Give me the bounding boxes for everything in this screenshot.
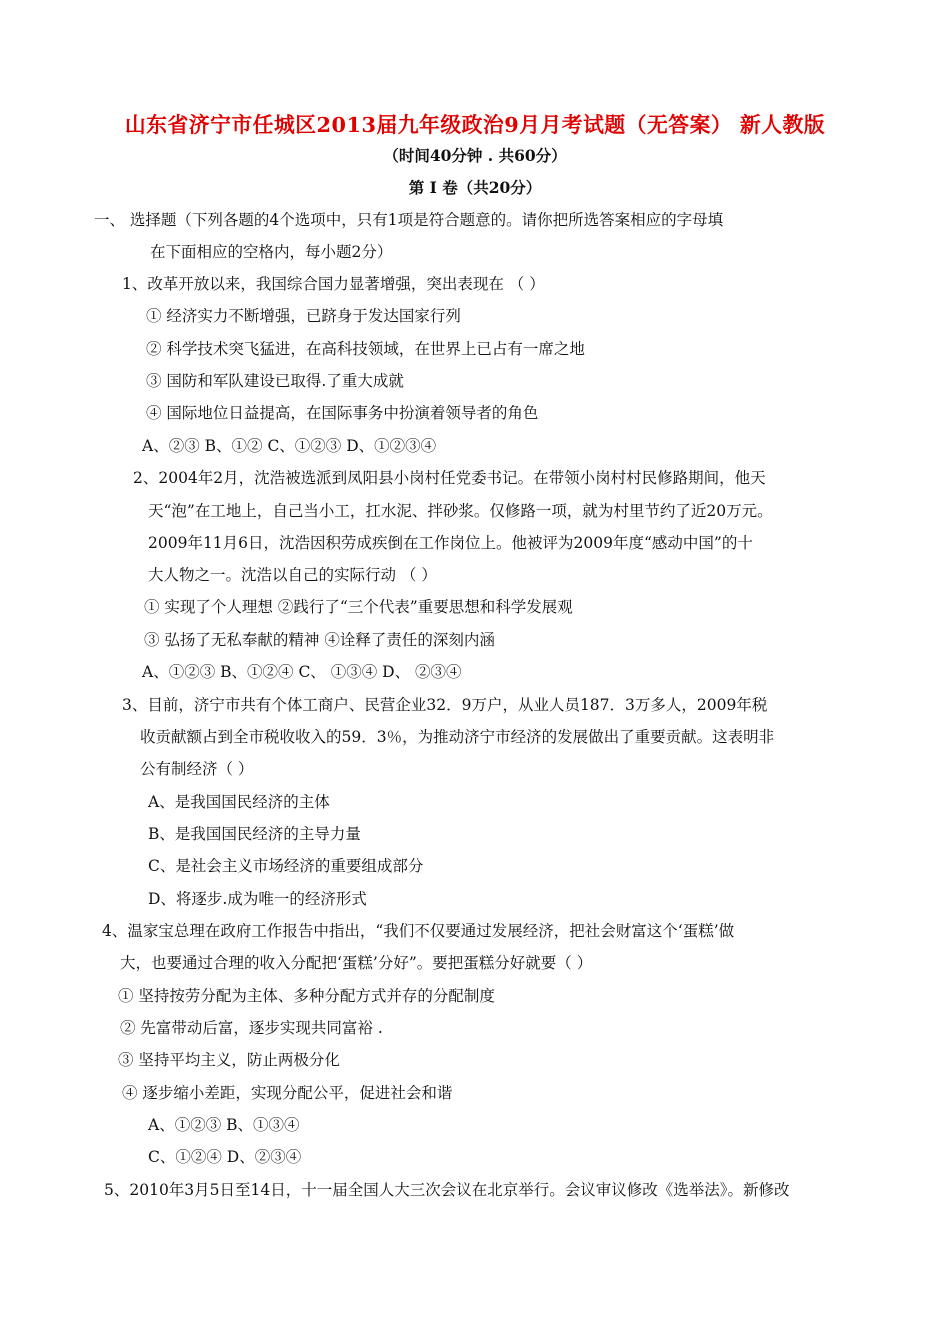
question-5: 5、2010年3月5日至14日，十一届全国人大三次会议在北京举行。会议审议修改《选举法》。新修改 [104, 1181, 790, 1199]
option-line: B、是我国国民经济的主导力量 [148, 825, 361, 843]
option-line: D、将逐步.成为唯一的经济形式 [148, 890, 367, 908]
text-line: 大，也要通过合理的收入分配把‘蛋糕’分好”。要把蛋糕分好就要（ ） [120, 954, 593, 972]
option-line: ① 实现了个人理想 ②践行了“三个代表”重要思想和科学发展观 [144, 598, 573, 616]
option-line: ② 科学技术突飞猛进，在高科技领域，在世界上已占有一席之地 [146, 340, 585, 358]
option-line: ③ 坚持平均主义，防止两极分化 [118, 1051, 340, 1069]
text-line: 2009年11月6日，沈浩因积劳成疾倒在工作岗位上。他被评为2009年度“感动中国”的十 [148, 534, 753, 552]
option-line: ① 经济实力不断增强，已跻身于发达国家行列 [146, 307, 461, 325]
text-line: 收贡献额占到全市税收收入的59．3％，为推动济宁市经济的发展做出了重要贡献。这表明非 [140, 728, 775, 746]
exam-subtitle: （时间40分钟 . 共60分） [383, 146, 567, 165]
question-3: 3、目前，济宁市共有个体工商户、民营企业32．9万户，从业人员187．3万多人，2009年税 [122, 696, 768, 714]
text-line: 大人物之一。沈浩以自己的实际行动 （ ） [148, 566, 437, 584]
option-line: ④ 国际地位日益提高，在国际事务中扮演着领导者的角色 [146, 404, 539, 422]
option-line: ④ 逐步缩小差距，实现分配公平，促进社会和谐 [122, 1084, 453, 1102]
question-2: 2、2004年2月，沈浩被选派到凤阳县小岗村任党委书记。在带领小岗村村民修路期间，他天 [133, 469, 766, 487]
text-line: 天“泡”在工地上，自己当小工，扛水泥、拌砂浆。仅修路一项，就为村里节约了近20万元。 [148, 502, 773, 520]
text-line: 一、 选择题（下列各题的4个选项中，只有1项是符合题意的。请你把所选答案相应的字母填 [94, 211, 724, 229]
document-title: 山东省济宁市任城区2013届九年级政治9月月考试题（无答案） 新人教版 [124, 112, 826, 137]
text-line: 公有制经济（ ） [140, 760, 254, 778]
option-line: A、是我国国民经济的主体 [148, 793, 330, 811]
option-line: ③ 弘扬了无私奉献的精神 ④诠释了责任的深刻内涵 [144, 631, 495, 649]
option-line: ① 坚持按劳分配为主体、多种分配方式并存的分配制度 [118, 987, 495, 1005]
option-line: C、是社会主义市场经济的重要组成部分 [148, 857, 424, 875]
text-line: 在下面相应的空格内，每小题2分） [150, 243, 393, 261]
answer-choices: A、②③ B、①② C、①②③ D、①②③④ [142, 437, 437, 455]
question-4: 4、温家宝总理在政府工作报告中指出，“我们不仅要通过发展经济，把社会财富这个‘蛋糕’做 [102, 922, 735, 940]
answer-choices: C、①②④ D、②③④ [148, 1148, 302, 1166]
option-line: ③ 国防和军队建设已取得.了重大成就 [146, 372, 404, 390]
section-heading: 第 I 卷（共20分） [408, 178, 542, 197]
answer-choices: A、①②③ B、①②④ C、 ①③④ D、 ②③④ [142, 663, 462, 681]
question-1: 1、改革开放以来，我国综合国力显著增强，突出表现在 （ ） [122, 275, 545, 293]
answer-choices: A、①②③ B、①③④ [148, 1116, 300, 1134]
option-line: ② 先富带动后富，逐步实现共同富裕 . [120, 1019, 383, 1037]
